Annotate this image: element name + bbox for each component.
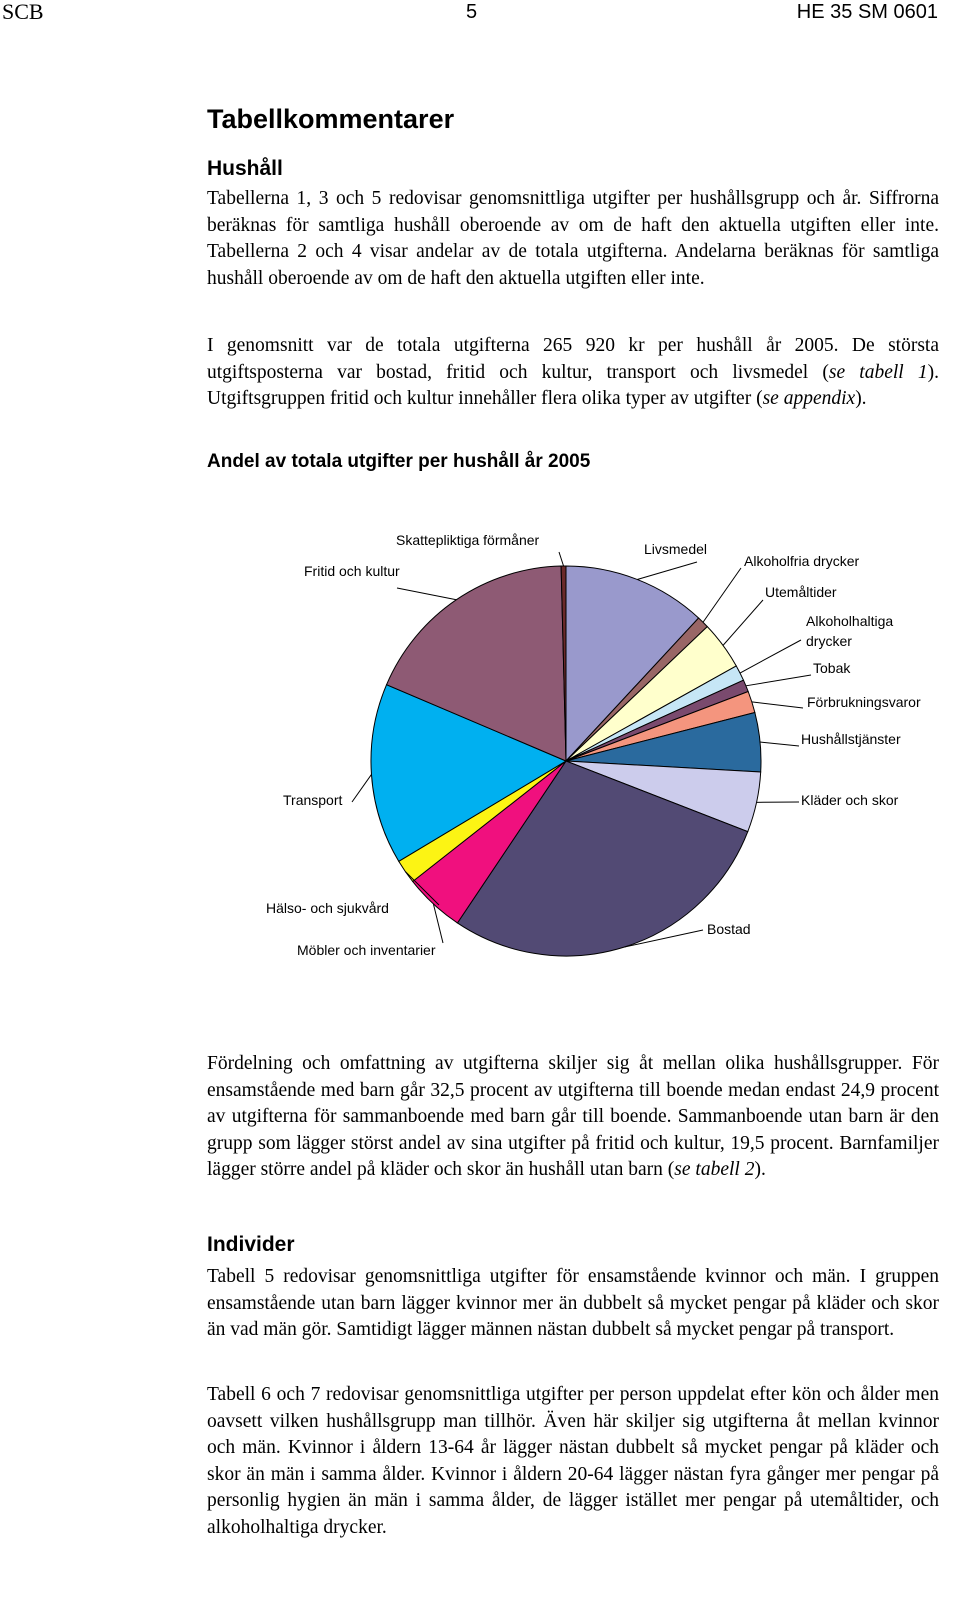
pie-label: Hushållstjänster [801, 731, 901, 747]
paragraph-text: ). [855, 388, 867, 409]
pie-label: Möbler och inventarier [297, 942, 436, 958]
paragraph-text: ). [754, 1159, 766, 1180]
paragraph-fordelning [207, 1051, 939, 1184]
pie-label: Fritid och kultur [304, 563, 400, 579]
pie-label: Utemåltider [765, 584, 837, 600]
chart-heading: Andel av totala utgifter per hushåll år 2005 [207, 451, 591, 472]
pie-label: Kläder och skor [801, 792, 899, 808]
pie-chart [207, 500, 947, 970]
pie-leader-line [703, 568, 741, 622]
page-number: 5 [466, 1, 478, 23]
pie-label: Alkoholhaltiga drycker [806, 613, 894, 649]
table-reference: se tabell 2 [674, 1159, 755, 1180]
paragraph-individer-1: Tabell 5 redovisar genomsnittliga utgifter för ensamstående kvinnor och män. I gruppen ensamstående utan barn lägger kvinnor mer än dubbelt så mycket pengar på kläder och skor än vad män gör. Samtidigt lägger männen nästan dubbelt så mycket pengar på transport. [207, 1266, 939, 1340]
paragraph-text: Fördelning och omfattning av utgifterna skiljer sig åt mellan olika hushållsgrupper. För ensamstående med barn går 32,5 procent av utgifterna till boende medan endast 24,9 procent av utgifterna för sammanboende med barn går till boende. Sammanboende utan barn är den grupp som lägger störst andel av sina utgifter på fritid och kultur, 19,5 procent. Barnfamiljer lägger större andel på kläder och skor än hushåll utan barn ( [207, 1053, 939, 1180]
pie-label: Skattepliktiga förmåner [396, 532, 540, 548]
pie-leader-line [760, 742, 799, 746]
section-heading-hushall: Hushåll [207, 157, 283, 180]
paragraph-text: I genomsnitt var de totala utgifterna 265 920 kr per hushåll år 2005. De största utgiftsposterna var bostad, fritid och kultur, transport och livsmedel ( [207, 335, 939, 383]
pie-leader-line [740, 640, 801, 673]
pie-leader-line [352, 774, 371, 802]
paragraph-hushall-1: Tabellerna 1, 3 och 5 redovisar genomsnittliga utgifter per hushållsgrupp och år. Siffrorna beräknas för samtliga hushåll oberoende av om de haft den aktuella utgiften eller inte. Tabellerna 2 och 4 visar andelar av de totala utgifterna. Andelarna beräknas för samtliga hushåll oberoende av om de haft den aktuella utgiften eller inte. [207, 188, 939, 289]
pie-label: Alkoholfria drycker [744, 553, 860, 569]
pie-leader-line [397, 588, 456, 600]
pie-label: Tobak [813, 660, 851, 676]
pie-leader-line [637, 562, 697, 579]
pie-label: Hälso- och sjukvård [266, 900, 389, 916]
paragraph-text: ). Utgiftsgruppen fritid och kultur innehåller flera olika typer av utgifter ( [207, 361, 940, 409]
paragraph-individer-2: Tabell 6 och 7 redovisar genomsnittliga utgifter per person uppdelat efter kön och ålder men oavsett vilken hushållsgrupp man tillhör. Även här skiljer sig utgifterna åt mellan kvinnor och män. Kvinnor i åldern 13-64 år lägger nästan dubbelt så mycket pengar på kläder och skor än män i samma ålder. Kvinnor i åldern 20-64 lägger nästan fyra gånger mer pengar på personlig hygien än män i samma ålder, de lägger istället mer pengar på utemåltider, och alkoholhaltiga drycker. [207, 1384, 939, 1538]
pie-label: Transport [283, 792, 343, 808]
pie-leader-line [746, 675, 811, 686]
pie-leader-line [723, 600, 763, 645]
pie-label: Bostad [707, 921, 751, 937]
table-reference: se tabell 1 [828, 361, 928, 383]
page-title: Tabellkommentarer [207, 104, 455, 134]
header-org: SCB [2, 0, 44, 24]
appendix-reference: se appendix [762, 388, 856, 409]
pie-label: Förbrukningsvaror [807, 694, 921, 710]
paragraph-hushall-2 [207, 333, 939, 413]
section-heading-individer: Individer [207, 1233, 295, 1256]
pie-leader-line [752, 702, 803, 708]
pie-leader-line [559, 552, 564, 566]
pie-label: Livsmedel [644, 541, 708, 557]
report-code: HE 35 SM 0601 [796, 1, 938, 23]
